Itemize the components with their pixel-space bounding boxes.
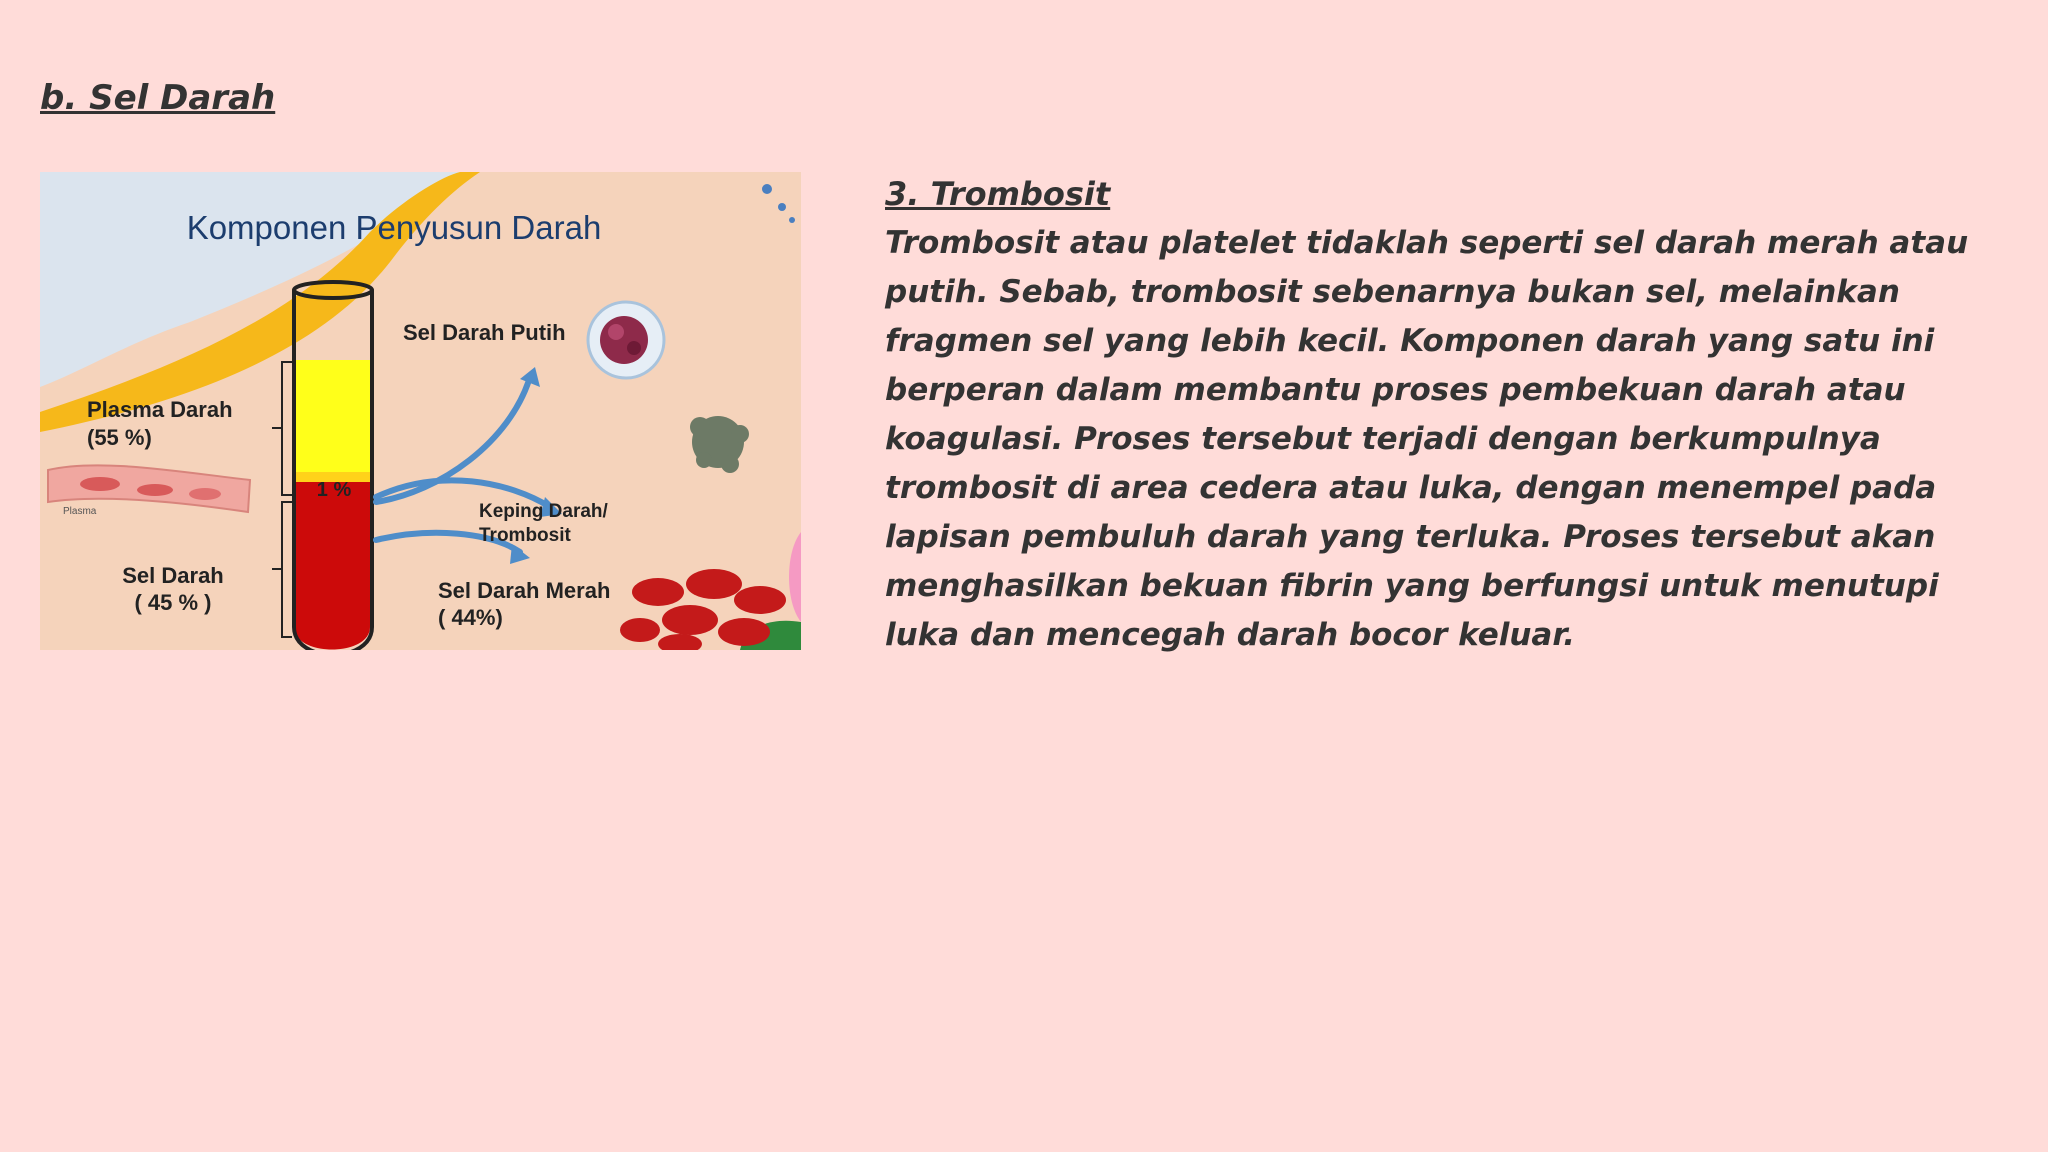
red-cell-layer xyxy=(294,482,370,650)
rbc-label: Sel Darah Merah xyxy=(438,578,611,603)
blood-components-diagram xyxy=(40,172,801,650)
cells-percent: ( 45 % ) xyxy=(134,590,212,615)
blue-dot xyxy=(789,217,795,223)
cells-label: Sel Darah xyxy=(122,563,224,588)
plasma-small-label: Plasma xyxy=(63,506,97,517)
section-heading: b. Sel Darah xyxy=(40,78,276,118)
blue-dot xyxy=(778,203,786,211)
platelet-label-line2: Trombosit xyxy=(479,525,571,546)
section-body: Trombosit atau platelet tidaklah seperti sel darah merah atau putih. Sebab, trombosit sebenarnya bukan sel, melainkan fragmen sel yang lebih kecil. Komponen darah yang satu ini berperan dalam membantu proses pembekuan darah atau koagulasi. Proses tersebut terjadi dengan berkumpulnya trombosit di area cedera atau luka, dengan menempel pada lapisan pembuluh darah yang terluka. Proses tersebut akan menghasilkan bekuan fibrin yang berfungsi untuk menutupi luka dan mencegah darah bocor keluar. xyxy=(885,225,1969,653)
rbc-percent: ( 44%) xyxy=(438,605,503,630)
diagram-title: Komponen Penyusun Darah xyxy=(186,209,602,246)
section-title: 3. Trombosit xyxy=(885,175,1111,213)
wbc-label: Sel Darah Putih xyxy=(403,320,566,345)
buffy-coat-percent: 1 % xyxy=(316,479,352,501)
plasma-percent: (55 %) xyxy=(87,425,152,450)
trombosit-section xyxy=(885,170,2005,660)
plasma-label: Plasma Darah xyxy=(87,397,233,422)
platelet-label-line1: Keping Darah/ xyxy=(479,501,608,522)
blue-dot xyxy=(762,184,772,194)
white-blood-cell-illustration xyxy=(588,302,664,378)
